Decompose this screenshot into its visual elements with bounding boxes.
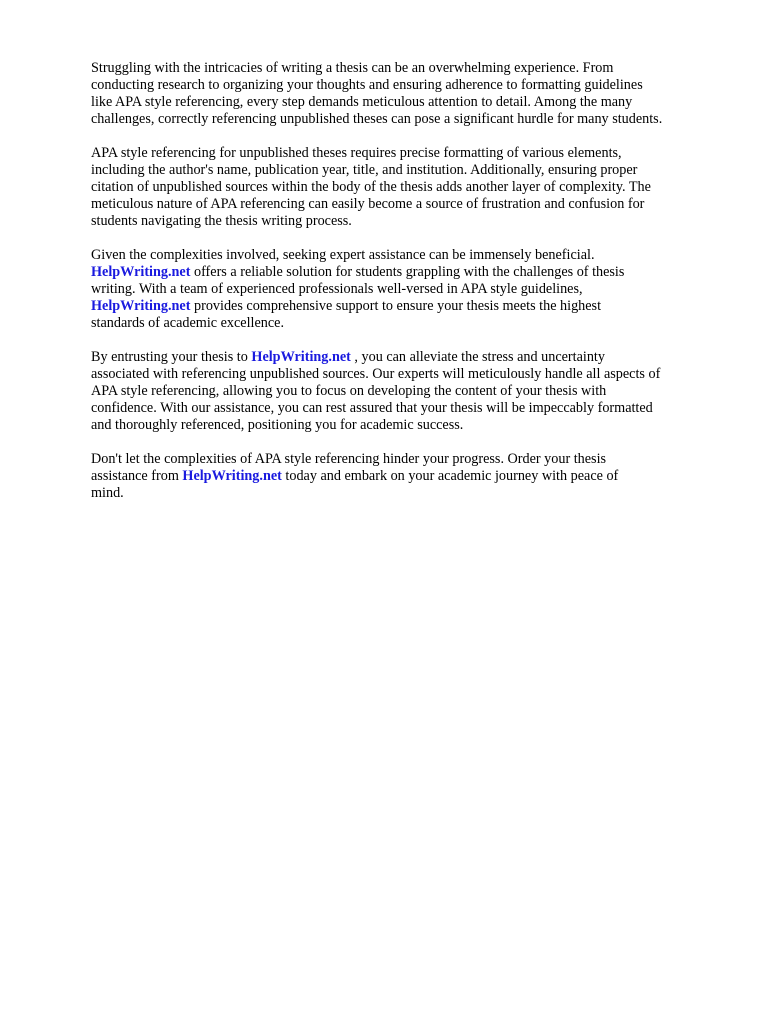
paragraph-4-rest: , you can alleviate the stress and uncertainty associated with referencing unpublished sources. Our experts will meticulously handle all aspects of APA style referencing, allowing you to focus on developing the content of your thesis with confidence. With our assistance, you can rest assured that your thesis will be impeccably formatted and thoroughly referenced, positioning you for academic success. — [91, 349, 661, 433]
paragraph-3-intro: Given the complexities involved, seeking expert assistance can be immensely beneficial. — [91, 247, 595, 263]
helpwriting-link-1[interactable]: HelpWriting.net — [91, 264, 191, 280]
helpwriting-link-4[interactable]: HelpWriting.net — [182, 468, 282, 484]
paragraph-4-start: By entrusting your thesis to — [91, 349, 248, 365]
paragraph-5 — [91, 451, 731, 502]
paragraph-1: Struggling with the intricacies of writing a thesis can be an overwhelming experience. From conducting research to organizing your thoughts and ensuring adherence to formatting guidelines like APA style referencing, every step demands meticulous attention to detail. Among the many challenges, correctly referencing unpublished theses can pose a significant hurdle for many students. — [91, 60, 663, 127]
paragraph-5-start: Don't let the complexities of APA style referencing hinder your progress. Order your thesis assistance from — [91, 451, 607, 484]
document-body — [91, 60, 731, 519]
paragraph-3 — [91, 247, 731, 332]
paragraph-3-middle: offers a reliable solution for students grappling with the challenges of thesis writing. With a team of experienced professionals well-versed in APA style guidelines, — [91, 264, 625, 297]
paragraph-4 — [91, 349, 731, 434]
paragraph-3-end: provides comprehensive support to ensure your thesis meets the highest standards of academic excellence. — [91, 298, 602, 331]
helpwriting-link-2[interactable]: HelpWriting.net — [91, 298, 191, 314]
paragraph-2: APA style referencing for unpublished theses requires precise formatting of various elements, including the author's name, publication year, title, and institution. Additionally, ensuring proper citation of unpublished sources within the body of the thesis adds another layer of complexity. The meticulous nature of APA referencing can easily become a source of frustration and confusion for students navigating the thesis writing process. — [91, 145, 651, 229]
helpwriting-link-3[interactable]: HelpWriting.net — [251, 349, 351, 365]
paragraph-5-rest: today and embark on your academic journey with peace of mind. — [91, 468, 619, 501]
